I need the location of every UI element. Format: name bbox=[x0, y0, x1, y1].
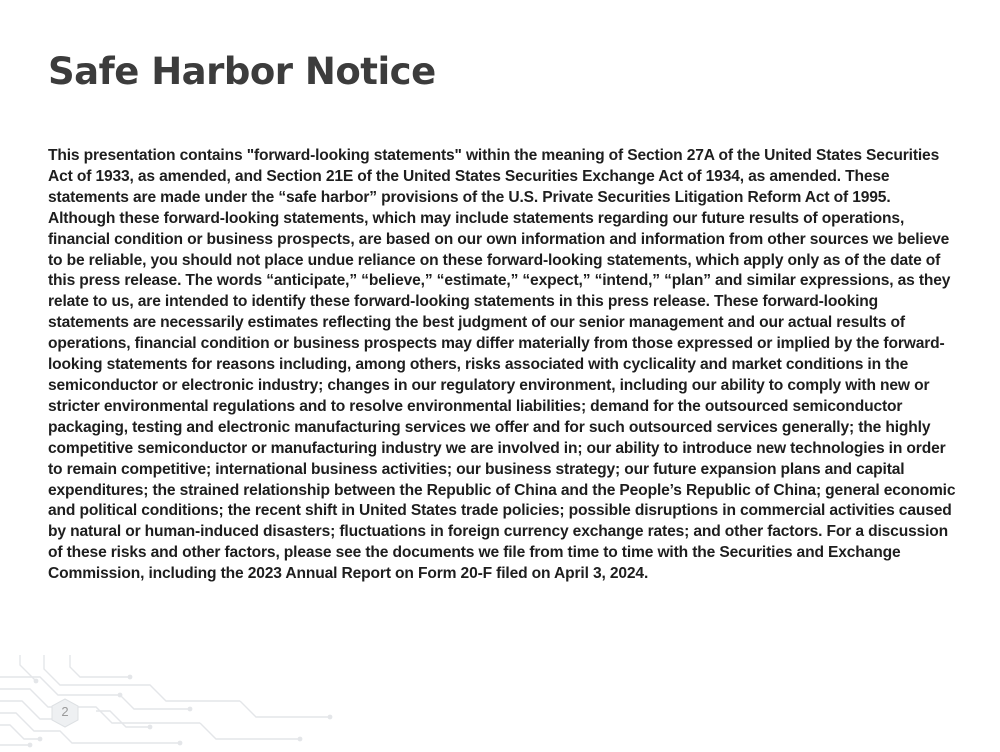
page-number: 2 bbox=[61, 704, 69, 719]
page-title: Safe Harbor Notice bbox=[48, 50, 436, 93]
safe-harbor-paragraph: This presentation contains "forward-looking statements" within the meaning of Section 27A of the United States Securities Act of 1933, as amended, and Section 21E of the United States Securities Exchange Act of 1934, as amended. These statements are made under the “safe harbor” provisions of the U.S. Private Securities Litigation Reform Act of 1995. Although these forward-looking statements, which may include statements regarding our future results of operations, financial condition or business prospects, are based on our own information and information from other sources we believe to be reliable, you should not place undue reliance on these forward-looking statements, which apply only as of the date of this press release. The words “anticipate,” “believe,” “estimate,” “expect,” “intend,” “plan” and similar expressions, as they relate to us, are intended to identify these forward-looking statements in this press release. These forward-looking statements are necessarily estimates reflecting the best judgment of our senior management and our actual results of operations, financial condition or business prospects may differ materially from those expressed or implied by the forward-looking statements for reasons including, among others, risks associated with cyclicality and market conditions in the semiconductor or electronic industry; changes in our regulatory environment, including our ability to comply with new or stricter environmental regulations and to resolve environmental liabilities; demand for the outsourced semiconductor packaging, testing and electronic manufacturing services we offer and for such outsourced services generally; the highly competitive semiconductor or manufacturing industry we are involved in; our ability to introduce new technologies in order to remain competitive; international business activities; our business strategy; our future expansion plans and capital expenditures; the strained relationship between the Republic of China and the People’s Republic of China; general economic and political conditions; the recent shift in United States trade policies; possible disruptions in commercial activities caused by natural or human-induced disasters; fluctuations in foreign currency exchange rates; and other factors. For a discussion of these risks and other factors, please see the documents we file from time to time with the Securities and Exchange Commission, including the 2023 Annual Report on Form 20-F filed on April 3, 2024. bbox=[48, 147, 956, 583]
